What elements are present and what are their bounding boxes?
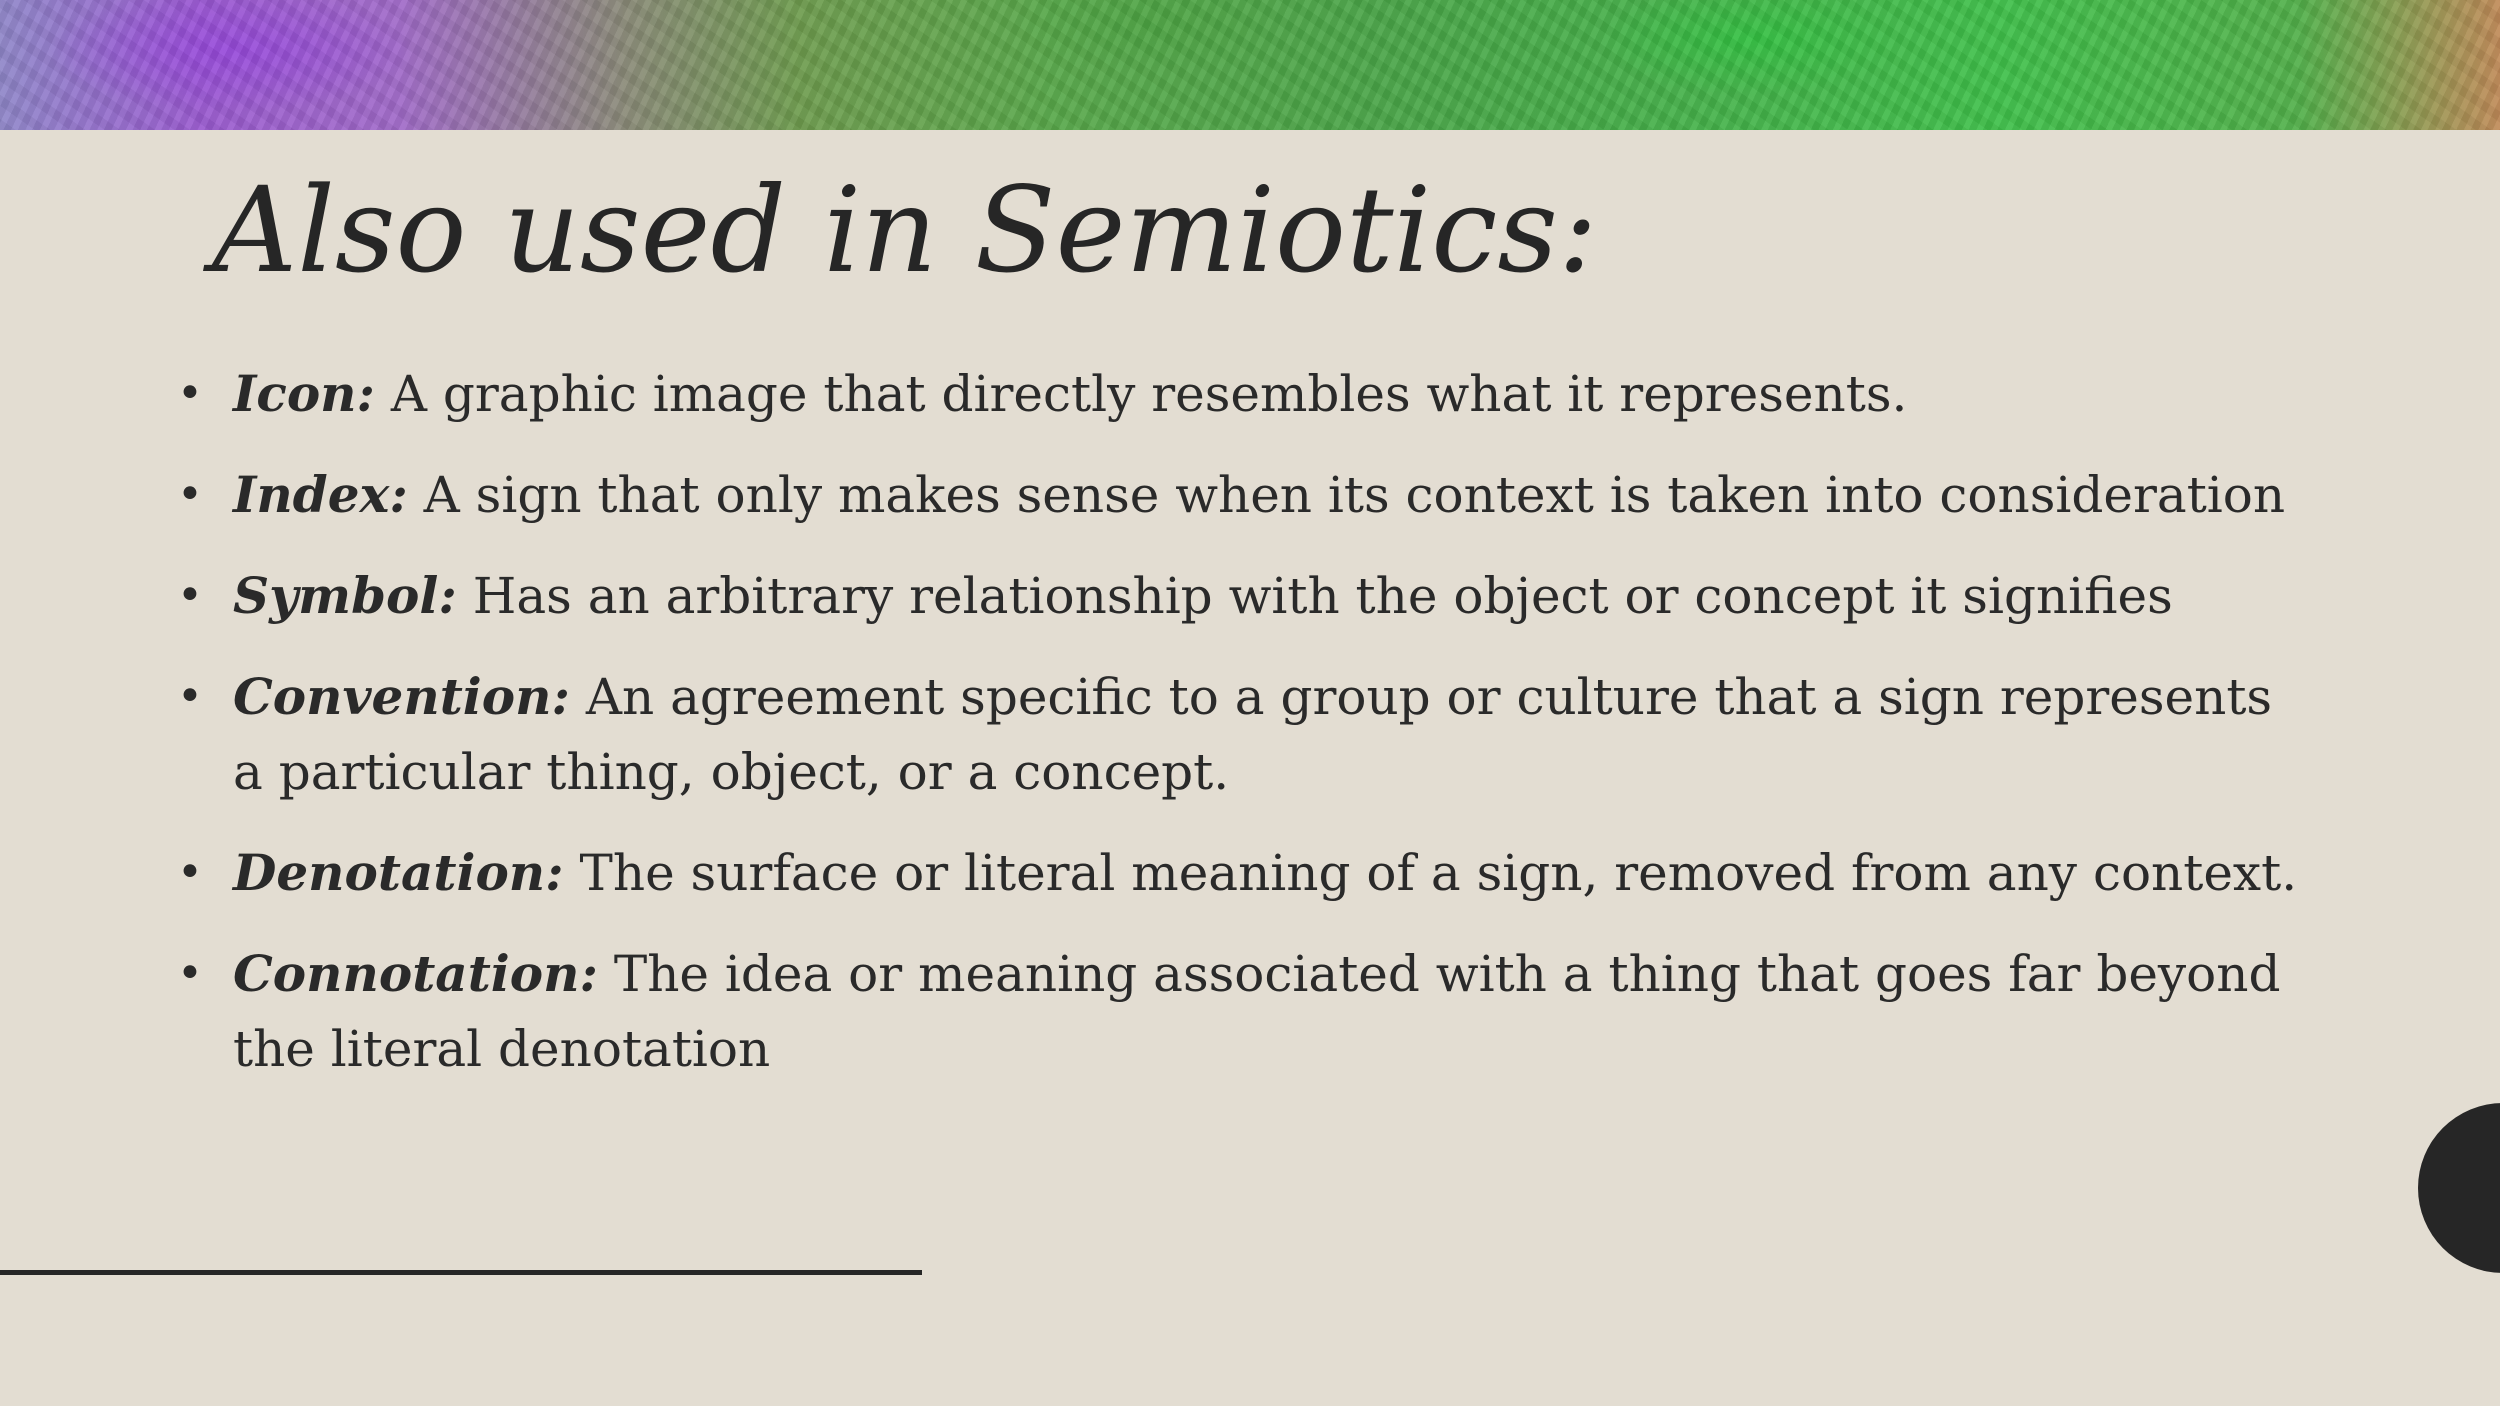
decorative-circle (2418, 1103, 2500, 1273)
list-item-connotation (172, 936, 2312, 1087)
banner-texture (0, 0, 2500, 130)
term-label: Index: (233, 465, 408, 524)
bullet-icon: • (177, 671, 203, 722)
header-banner-image (0, 0, 2500, 130)
term-definition: A sign that only makes sense when its context is taken into consideration (407, 466, 2286, 524)
list-item-icon (172, 356, 2312, 432)
slide-title: Also used in Semiotics: (212, 161, 1598, 299)
term-definition: The surface or literal meaning of a sign, removed from any context. (563, 844, 2298, 902)
bullet-icon: • (177, 469, 203, 520)
term-label: Icon: (233, 364, 375, 423)
list-item-symbol (172, 558, 2312, 634)
decorative-divider-line (0, 1270, 922, 1275)
bullet-icon: • (177, 948, 203, 999)
term-definition: A graphic image that directly resembles what it represents. (375, 365, 1908, 423)
term-definition: Has an arbitrary relationship with the object or concept it signifies (456, 567, 2173, 625)
list-item-convention (172, 659, 2312, 810)
term-definition: An agreement specific to a group or culture that a sign represents a particular thing, object, or a concept. (233, 668, 2273, 801)
term-label: Denotation: (233, 843, 564, 902)
bullet-icon: • (177, 847, 203, 898)
bullet-icon: • (177, 570, 203, 621)
bullet-list (172, 356, 2312, 1112)
term-label: Convention: (233, 667, 570, 726)
bullet-icon: • (177, 368, 203, 419)
term-label: Symbol: (233, 566, 457, 625)
term-definition: The idea or meaning associated with a thing that goes far beyond the literal denotation (233, 945, 2281, 1078)
term-label: Connotation: (233, 944, 598, 1003)
list-item-index (172, 457, 2312, 533)
list-item-denotation (172, 835, 2312, 911)
